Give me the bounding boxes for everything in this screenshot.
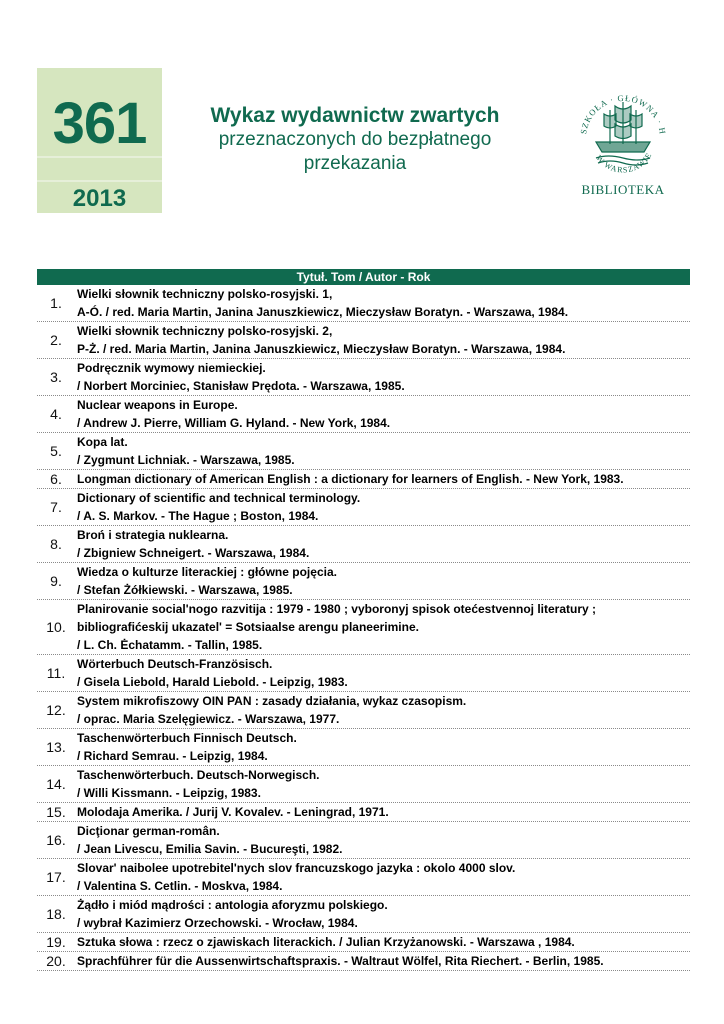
row-entry	[75, 803, 690, 821]
title-line-2: przeznaczonych do bezpłatnego	[218, 129, 492, 150]
entry-line: Podręcznik wymowy niemieckiej.	[77, 361, 266, 375]
catalog-number-box	[37, 68, 162, 213]
row-entry	[75, 285, 690, 321]
entry-line: P-Ż. / red. Maria Martin, Janina Januszkiewicz, Mieczysław Boratyn. - Warszawa, 1984.	[77, 342, 566, 356]
entry-line: Dicţionar german-român.	[77, 824, 220, 838]
row-number: 4.	[50, 406, 62, 422]
entry-line: Nuclear weapons in Europe.	[77, 398, 238, 412]
svg-text:SZKOŁA · GŁÓWNA · HANDLOWA: SZKOŁA · GŁÓWNA · H	[578, 92, 668, 136]
entry-line: / Zbigniew Schneigert. - Warszawa, 1984.	[77, 546, 310, 560]
table-row	[37, 859, 690, 896]
row-entry	[75, 322, 690, 358]
entry-line: / A. S. Markov. - The Hague ; Boston, 1984.	[77, 509, 319, 523]
row-entry	[75, 563, 690, 599]
entry-line: bibliografićeskij ukazatel' = Sotsiaalse arengu planeerimine.	[77, 620, 419, 634]
table-row	[37, 896, 690, 933]
entry-line: / Richard Semrau. - Leipzig, 1984.	[77, 749, 268, 763]
page-title	[190, 104, 520, 176]
entry-line: / Zygmunt Lichniak. - Warszawa, 1985.	[77, 453, 295, 467]
ship-seal-icon	[568, 76, 678, 182]
entry-line: Taschenwörterbuch Finnisch Deutsch.	[77, 731, 297, 745]
entry-line: Wiedza o kulturze literackiej : główne pojęcia.	[77, 565, 337, 579]
row-entry	[75, 859, 690, 895]
entry-line: / Norbert Morciniec, Stanisław Prędota. - Warszawa, 1985.	[77, 379, 405, 393]
row-entry	[75, 952, 690, 970]
entry-line: / Gisela Liebold, Harald Liebold. - Leipzig, 1983.	[77, 675, 348, 689]
table-row	[37, 803, 690, 822]
row-entry	[75, 655, 690, 691]
row-number: 18.	[46, 906, 66, 922]
entry-line: Wielki słownik techniczny polsko-rosyjski. 1,	[77, 287, 333, 301]
entry-line: Planirovanie social'nogo razvitija : 1979 - 1980 ; vyboronyj spisok otećestvennoj literatury ;	[77, 602, 597, 616]
entry-line: Broń i strategia nuklearna.	[77, 528, 229, 542]
row-entry	[75, 933, 690, 951]
row-number: 6.	[50, 471, 62, 487]
table-row	[37, 952, 690, 971]
row-entry	[75, 600, 690, 654]
title-line-1: Wykaz wydawnictw zwartych	[210, 104, 500, 127]
row-number: 7.	[50, 499, 62, 515]
row-number: 2.	[50, 332, 62, 348]
entry-line: Slovar' naibolee upotrebitel'nych slov francuzskogo jazyka : okolo 4000 slov.	[77, 861, 516, 875]
row-number: 13.	[46, 739, 66, 755]
row-entry	[75, 822, 690, 858]
table-row	[37, 766, 690, 803]
entry-line: A-Ó. / red. Maria Martin, Janina Januszkiewicz, Mieczysław Boratyn. - Warszawa, 1984.	[77, 305, 569, 319]
box-divider	[37, 156, 162, 158]
entry-line: Kopa lat.	[77, 435, 128, 449]
logo-caption: BIBLIOTEKA	[581, 182, 665, 197]
row-number: 1.	[50, 295, 62, 311]
entry-line: Taschenwörterbuch. Deutsch-Norwegisch.	[77, 768, 320, 782]
table-row	[37, 470, 690, 489]
row-number: 15.	[46, 804, 66, 820]
entry-line: Wörterbuch Deutsch-Französisch.	[77, 657, 273, 671]
table-row	[37, 729, 690, 766]
svg-text:W WARSZAWIE: W WARSZAWIE	[594, 150, 654, 175]
entry-line: / oprac. Maria Szelęgiewicz. - Warszawa, 1977.	[77, 712, 340, 726]
box-divider	[37, 180, 162, 182]
row-number: 19.	[46, 934, 66, 950]
table-row	[37, 285, 690, 322]
row-entry	[75, 489, 690, 525]
entry-line: Sprachführer für die Aussenwirtschaftspraxis. - Waltraut Wölfel, Rita Riechert. - Berlin, 1985.	[77, 954, 604, 968]
entry-line: Dictionary of scientific and technical terminology.	[77, 491, 361, 505]
row-number: 3.	[50, 369, 62, 385]
entry-line: Sztuka słowa : rzecz o zjawiskach literackich. / Julian Krzyżanowski. - Warszawa , 1984.	[77, 935, 575, 949]
table-row	[37, 692, 690, 729]
row-number: 16.	[46, 832, 66, 848]
row-entry	[75, 359, 690, 395]
table-row	[37, 822, 690, 859]
entry-line: Wielki słownik techniczny polsko-rosyjski. 2,	[77, 324, 333, 338]
row-number: 11.	[46, 665, 66, 681]
row-number: 17.	[46, 869, 66, 885]
entry-line: / Willi Kissmann. - Leipzig, 1983.	[77, 786, 261, 800]
entry-line: / Stefan Żółkiewski. - Warszawa, 1985.	[77, 583, 293, 597]
table-row	[37, 563, 690, 600]
table-row	[37, 359, 690, 396]
entry-line: / Valentina S. Cetlin. - Moskva, 1984.	[77, 879, 283, 893]
table-header: Tytuł. Tom / Autor - Rok	[37, 269, 690, 285]
entry-line: System mikrofiszowy OIN PAN : zasady działania, wykaz czasopism.	[77, 694, 467, 708]
entry-line: Longman dictionary of American English : a dictionary for learners of English. - New York, 1983.	[77, 472, 624, 486]
entry-line: Molodaja Amerika. / Jurij V. Kovalev. - Leningrad, 1971.	[77, 805, 389, 819]
library-logo	[568, 76, 678, 206]
table-row	[37, 396, 690, 433]
catalog-year: 2013	[72, 185, 127, 212]
entry-line: / L. Ch. Ėchatamm. - Tallin, 1985.	[77, 638, 263, 652]
table-row	[37, 526, 690, 563]
row-entry	[75, 433, 690, 469]
table-row	[37, 433, 690, 470]
title-line-3: przekazania	[303, 153, 407, 174]
entry-line: Żądło i miód mądrości : antologia aforyzmu polskiego.	[77, 898, 388, 912]
row-entry	[75, 396, 690, 432]
table-row	[37, 600, 690, 655]
row-number: 12.	[46, 702, 66, 718]
row-entry	[75, 692, 690, 728]
items-table	[37, 285, 690, 971]
catalog-number: 361	[52, 91, 147, 156]
row-entry	[75, 729, 690, 765]
table-row	[37, 933, 690, 952]
entry-line: / wybrał Kazimierz Orzechowski. - Wrocław, 1984.	[77, 916, 358, 930]
entry-line: / Andrew J. Pierre, William G. Hyland. - New York, 1984.	[77, 416, 391, 430]
table-row	[37, 322, 690, 359]
row-entry	[75, 766, 690, 802]
row-number: 8.	[50, 536, 62, 552]
row-number: 20.	[46, 953, 66, 969]
row-number: 5.	[50, 443, 62, 459]
entry-line: / Jean Livescu, Emilia Savin. - Bucureşti, 1982.	[77, 842, 343, 856]
row-entry	[75, 896, 690, 932]
row-number: 9.	[50, 573, 62, 589]
row-entry	[75, 470, 690, 488]
table-row	[37, 655, 690, 692]
row-number: 14.	[46, 776, 66, 792]
table-row	[37, 489, 690, 526]
row-number: 10.	[46, 619, 66, 635]
row-entry	[75, 526, 690, 562]
